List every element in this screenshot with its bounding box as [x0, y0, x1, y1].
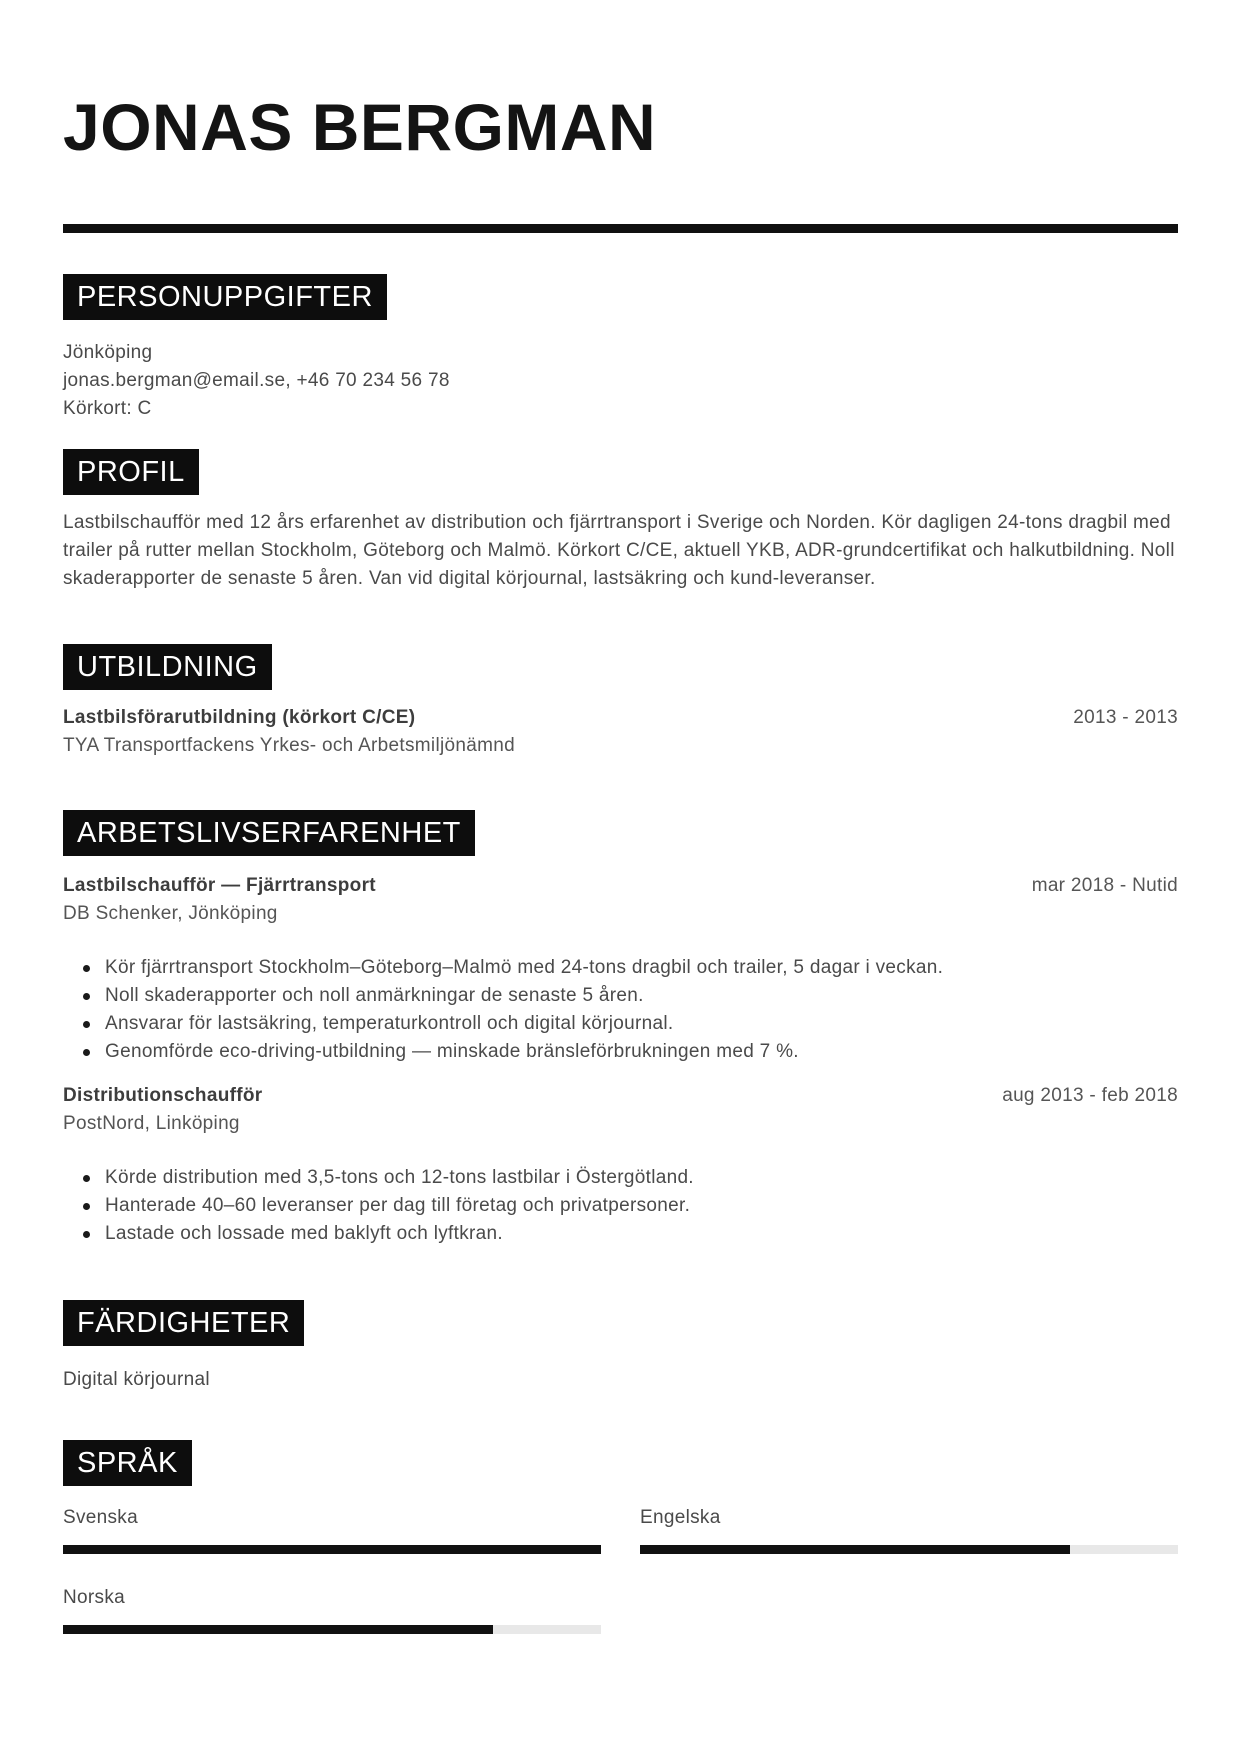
- job-title: Lastbilschaufför — Fjärrtransport: [63, 875, 376, 896]
- job-bullet-list: [63, 1164, 1178, 1248]
- language-item: [63, 1504, 601, 1554]
- job-bullet-list: [63, 954, 1178, 1066]
- language-name: Svenska: [63, 1507, 138, 1528]
- contact-email-phone: jonas.bergman@email.se, +46 70 234 56 78: [63, 370, 450, 391]
- section-heading-experience: ARBETSLIVSERFARENHET: [63, 810, 475, 856]
- profile-text: Lastbilschaufför med 12 års erfarenhet av distribution och fjärrtransport i Sverige och Norden. Kör dagligen 24-tons dragbil med trailer på rutter mellan Stockholm, Göteborg och Malmö. Körkort C/CE, aktuell YKB, ADR-grundcertifikat och halkutbildning. Noll skaderapporter de senaste 5 åren. Van vid digital körjournal, lastsäkring och kund-leveranser.: [63, 512, 1175, 589]
- section-heading-languages: SPRÅK: [63, 1440, 192, 1486]
- job-entry-header: [63, 1082, 1178, 1110]
- job-bullet: Noll skaderapporter och noll anmärkningar de senaste 5 åren.: [63, 982, 1178, 1010]
- skill-item: Digital körjournal: [63, 1369, 210, 1390]
- job-dates: aug 2013 - feb 2018: [1002, 1085, 1178, 1106]
- job-bullet: Körde distribution med 3,5-tons och 12-tons lastbilar i Östergötland.: [63, 1164, 1178, 1192]
- language-level-track: [63, 1625, 601, 1634]
- job-dates: mar 2018 - Nutid: [1031, 875, 1178, 896]
- contact-block: [63, 339, 1178, 423]
- language-level-fill: [63, 1625, 493, 1634]
- language-name: Norska: [63, 1587, 125, 1608]
- section-heading-education: UTBILDNING: [63, 644, 272, 690]
- page-title: JONAS BERGMAN: [63, 90, 657, 164]
- section-heading-personal: PERSONUPPGIFTER: [63, 274, 387, 320]
- language-name: Engelska: [640, 1507, 721, 1528]
- language-item: [640, 1504, 1178, 1554]
- language-grid: [63, 1504, 1178, 1634]
- job-bullet: Lastade och lossade med baklyft och lyftkran.: [63, 1220, 1178, 1248]
- contact-license: Körkort: C: [63, 398, 152, 419]
- job-entry-header: [63, 872, 1178, 900]
- language-item: [63, 1584, 601, 1634]
- education-title: Lastbilsförarutbildning (körkort C/CE): [63, 707, 416, 728]
- education-dates: 2013 - 2013: [1073, 707, 1178, 728]
- job-employer: PostNord, Linköping: [63, 1113, 240, 1134]
- job-employer: DB Schenker, Jönköping: [63, 903, 278, 924]
- title-divider: [63, 224, 1178, 233]
- language-level-track: [63, 1545, 601, 1554]
- job-bullet: Hanterade 40–60 leveranser per dag till företag och privatpersoner.: [63, 1192, 1178, 1220]
- job-bullet: Ansvarar för lastsäkring, temperaturkontroll och digital körjournal.: [63, 1010, 1178, 1038]
- section-heading-skills: FÄRDIGHETER: [63, 1300, 304, 1346]
- job-bullet: Genomförde eco-driving-utbildning — minskade bränsleförbrukningen med 7 %.: [63, 1038, 1178, 1066]
- language-level-fill: [63, 1545, 601, 1554]
- education-school: TYA Transportfackens Yrkes- och Arbetsmiljönämnd: [63, 735, 515, 756]
- language-level-track: [640, 1545, 1178, 1554]
- section-heading-profile: PROFIL: [63, 449, 199, 495]
- job-bullet: Kör fjärrtransport Stockholm–Göteborg–Malmö med 24-tons dragbil och trailer, 5 dagar i veckan.: [63, 954, 1178, 982]
- contact-location: Jönköping: [63, 342, 153, 363]
- education-entry-header: [63, 704, 1178, 732]
- language-level-fill: [640, 1545, 1070, 1554]
- job-title: Distributionschaufför: [63, 1085, 263, 1106]
